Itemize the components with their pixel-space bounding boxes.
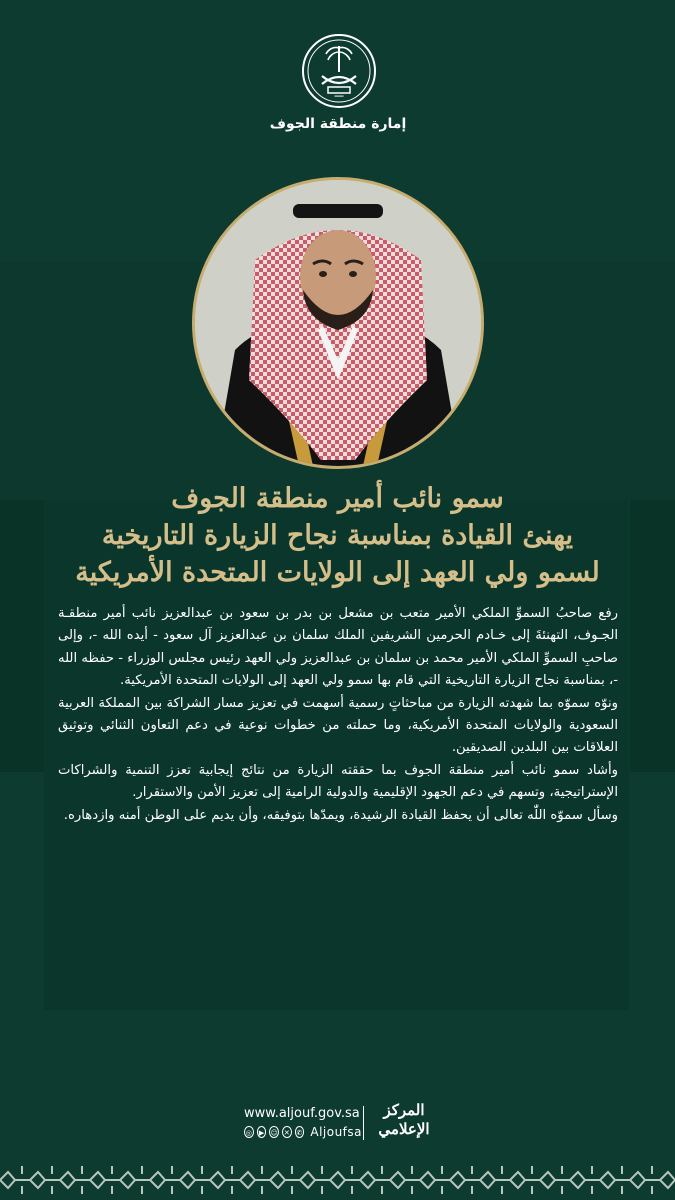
website-url[interactable]: www.aljouf.gov.sa [244, 1106, 360, 1121]
media-center-logo [372, 1101, 436, 1139]
emblem-caption: إمارة منطقة الجوف [269, 116, 407, 132]
svg-text:═══: ═══ [334, 94, 344, 100]
headline [40, 480, 635, 591]
headline-line-1: سمو نائب أمير منطقة الجوف [171, 483, 504, 514]
snapchat-icon[interactable]: ☺ [269, 1126, 279, 1138]
x-icon[interactable]: ✕ [282, 1126, 292, 1138]
paragraph-1: رفع صاحبُ السموِّ الملكي الأمير متعب بن مشعل بن بدر بن سعود بن عبدالعزيز نائب أمير منطقـة الجـوف، التهنئةَ إلى خـادم الحرمين الشريفين الملك سلمان بن عبدالعزيز آل سعود - أيده الله -، وإلى صاحبِ السموِّ الملكي الأمير محمد بن سلمان بن عبدالعزيز ولي العهد رئيس مجلس الوزراء - حفظه الله -، بمناسبة نجاح الزيارة التاريخية التي قام بها سمو ولي العهد إلى الولايات المتحدة الأمريكية. [58, 606, 618, 689]
instagram-icon[interactable]: ◎ [244, 1126, 254, 1138]
decorative-pattern-band [0, 1160, 675, 1200]
paragraph-3: وأشاد سمو نائب أمير منطقة الجوف بما حققته الزيارة من نتائج إيجابية تعزز التنمية والشراكات الإستراتيجية، وتسهم في دعم الجهود الإقليمية والدولية الرامية إلى تعزيز الأمن والاستقرار. [58, 762, 618, 801]
youtube-icon[interactable]: ▶ [257, 1126, 267, 1138]
article-body [58, 603, 618, 827]
social-handle[interactable]: Aljoufsa [310, 1125, 363, 1139]
headline-line-2: يهنئ القيادة بمناسبة نجاح الزيارة التاريخية [101, 520, 574, 551]
headline-line-3: لسمو ولي العهد إلى الولايات المتحدة الأمريكية [75, 557, 600, 588]
logo-line-1: المركز [383, 1101, 425, 1119]
portrait-illustration [195, 180, 481, 466]
footer-divider [363, 1106, 364, 1140]
social-row [244, 1124, 362, 1140]
portrait-photo [192, 177, 484, 469]
whatsapp-icon[interactable]: ✆ [295, 1126, 305, 1138]
paragraph-4: وسأل سموّه اللّٰه تعالى أن يحفظ القيادة الرشيدة، ويمدّها بتوفيقه، وأن يديم على الوطن أمنه وازدهاره. [63, 807, 618, 823]
logo-line-2: الإعلامي [378, 1120, 430, 1138]
saudi-emblem-icon [300, 32, 378, 110]
paragraph-2: ونوّه سموّه بما شهدته الزيارة من مباحثاتٍ رسمية أسهمت في تعزيز مسار الشراكة بين المملكة العربية السعودية والولايات المتحدة الأمريكية، وما حملته من خطوات نوعية في دعم التعاون الثنائي وتوثيق العلاقات بين البلدين الصديقين. [58, 695, 618, 756]
